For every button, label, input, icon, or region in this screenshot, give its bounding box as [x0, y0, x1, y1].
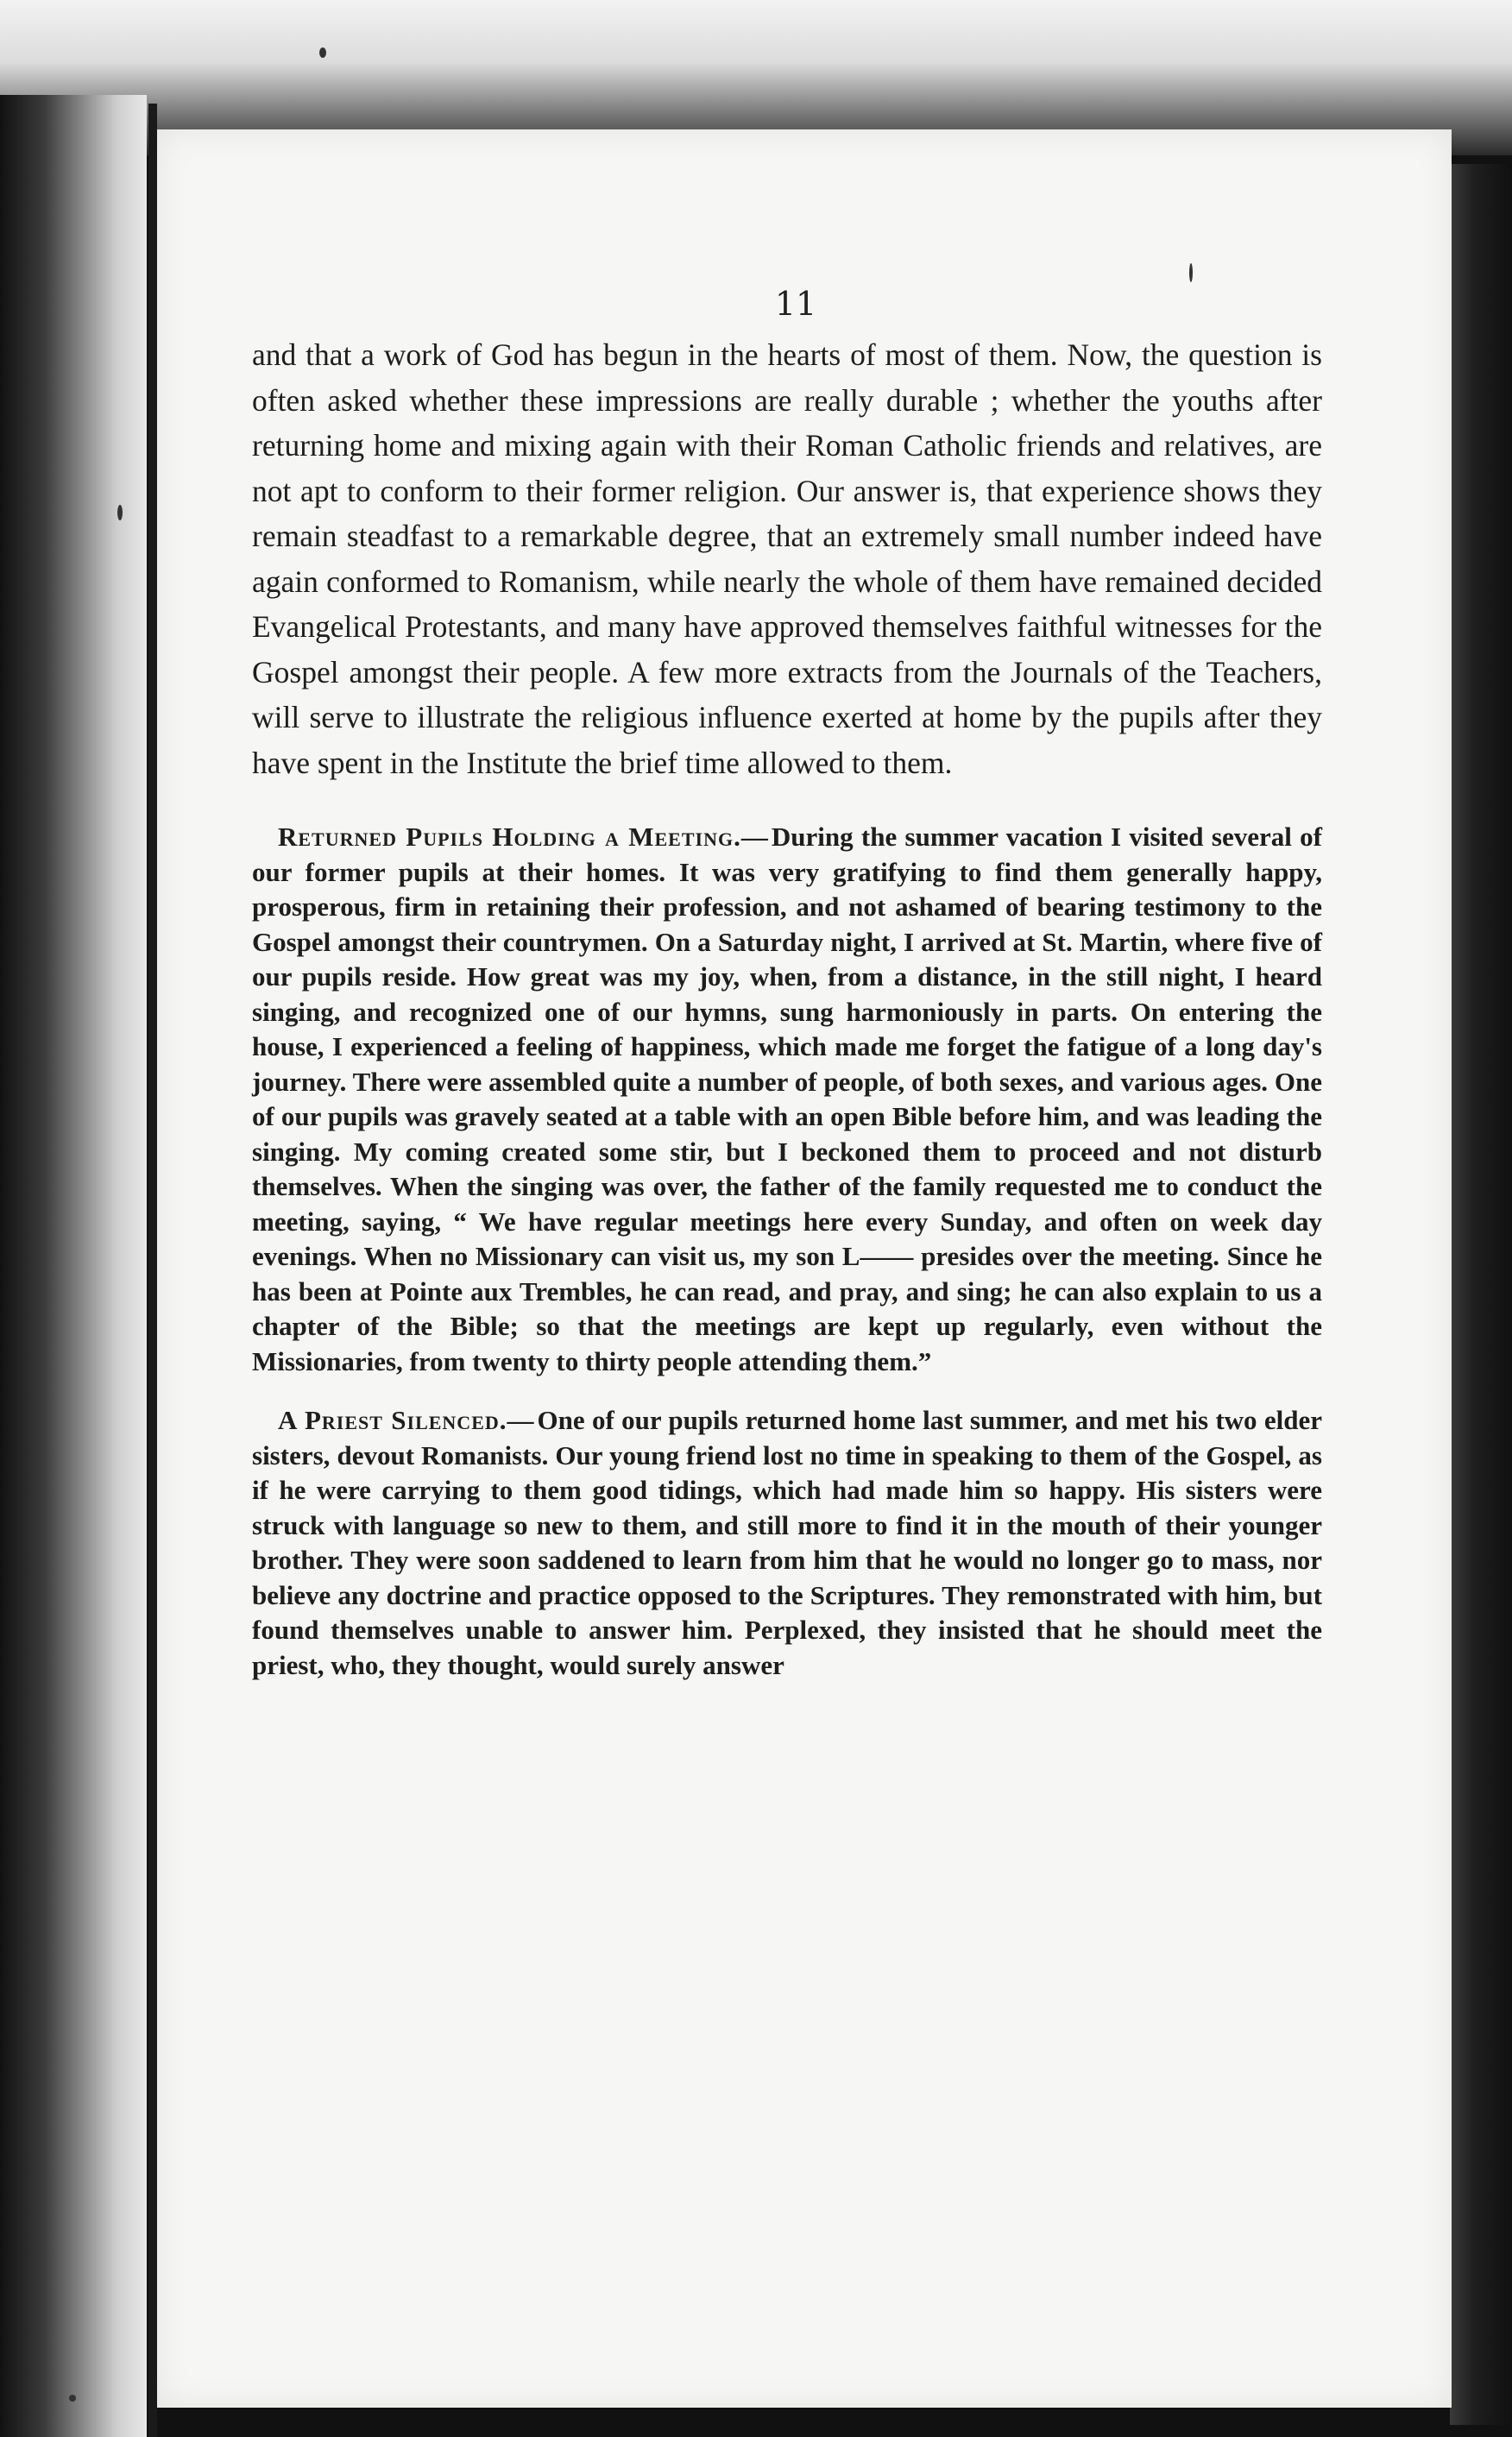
page-stack-edge: [1450, 164, 1512, 2425]
book-page: [157, 129, 1452, 2408]
intro-paragraph: and that a work of God has begun in the hearts of most of them. Now, the question is often asked whether these impressions are really durable ; whether the youths after returning home and mixing again with their Roman Catholic friends and relatives, are not apt to conform to their former religion. Our answer is, that experience shows they remain steadfast to a remarkable degree, that an extremely small number indeed have again conformed to Romanism, while nearly the whole of them have remained decided Evangelical Protestants, and many have approved themselves faithful witnesses for the Gospel amongst their people. A few more extracts from the Journals of the Teachers, will serve to illustrate the religious influence exerted at home by the pupils after they have spent in the Institute the brief time allowed to them.: [252, 337, 1322, 780]
page-body: [252, 332, 1322, 1707]
meeting-dash: —: [740, 822, 768, 852]
previous-page-edge: [0, 95, 147, 2437]
scan-speck: [319, 47, 326, 58]
page-number: 11: [774, 285, 817, 323]
meeting-paragraph: [252, 820, 1322, 1379]
book-gutter: [148, 104, 157, 2437]
meeting-heading: Returned Pupils Holding a Meeting.: [278, 822, 741, 852]
priest-paragraph: [252, 1403, 1322, 1683]
meeting-text: During the summer vacation I visited several of our former pupils at their homes. It was very gratifying to find them generally happy, prosperous, firm in retaining their profession, and not ashamed of bearing testimony to the Gospel amongst their countrymen. On a Saturday night, I arrived at St. Martin, where five of our pupils reside. How great was my joy, when, from a distance, in the still night, I heard singing, and recognized one of our hymns, sung harmoniously in parts. On entering the house, I experienced a feeling of happiness, which made me forget the fatigue of a long day's journey. There were assembled quite a number of people, of both sexes, and various ages. One of our pupils was gravely seated at a table with an open Bible before him, and was leading the singing. My coming created some stir, but I beckoned them to proceed and not disturb themselves. When the singing was over, the father of the family requested me to conduct the meeting, saying, “ We have regular meetings here every Sunday, and often on week day evenings. When no Missionary can visit us, my son L—— presides over the meeting. Since he has been at Pointe aux Trembles, he can read, and pray, and sing; he can also explain to us a chapter of the Bible; so that the meetings are kept up regularly, even without the Missionaries, from twenty to thirty people attending them.”: [252, 822, 1322, 1376]
scan-speck: [117, 505, 123, 520]
scan-speck: [1189, 263, 1193, 282]
priest-text: One of our pupils returned home last summer, and met his two elder sisters, devout Romanists. Our young friend lost no time in speaking to them of the Gospel, as if he were carrying to them good tidings, which had made him so happy. His sisters were struck with language so new to them, and still more to find it in the mouth of their younger brother. They were soon saddened to learn from him that he would no longer go to mass, nor believe any doctrine and practice opposed to the Scriptures. They remonstrated with him, but found themselves unable to answer him. Perplexed, they insisted that he should meet the priest, who, they thought, would surely answer: [252, 1405, 1322, 1680]
scan-speck: [69, 2395, 76, 2402]
priest-heading: A Priest Silenced.: [278, 1405, 507, 1435]
priest-dash: —: [507, 1405, 534, 1435]
